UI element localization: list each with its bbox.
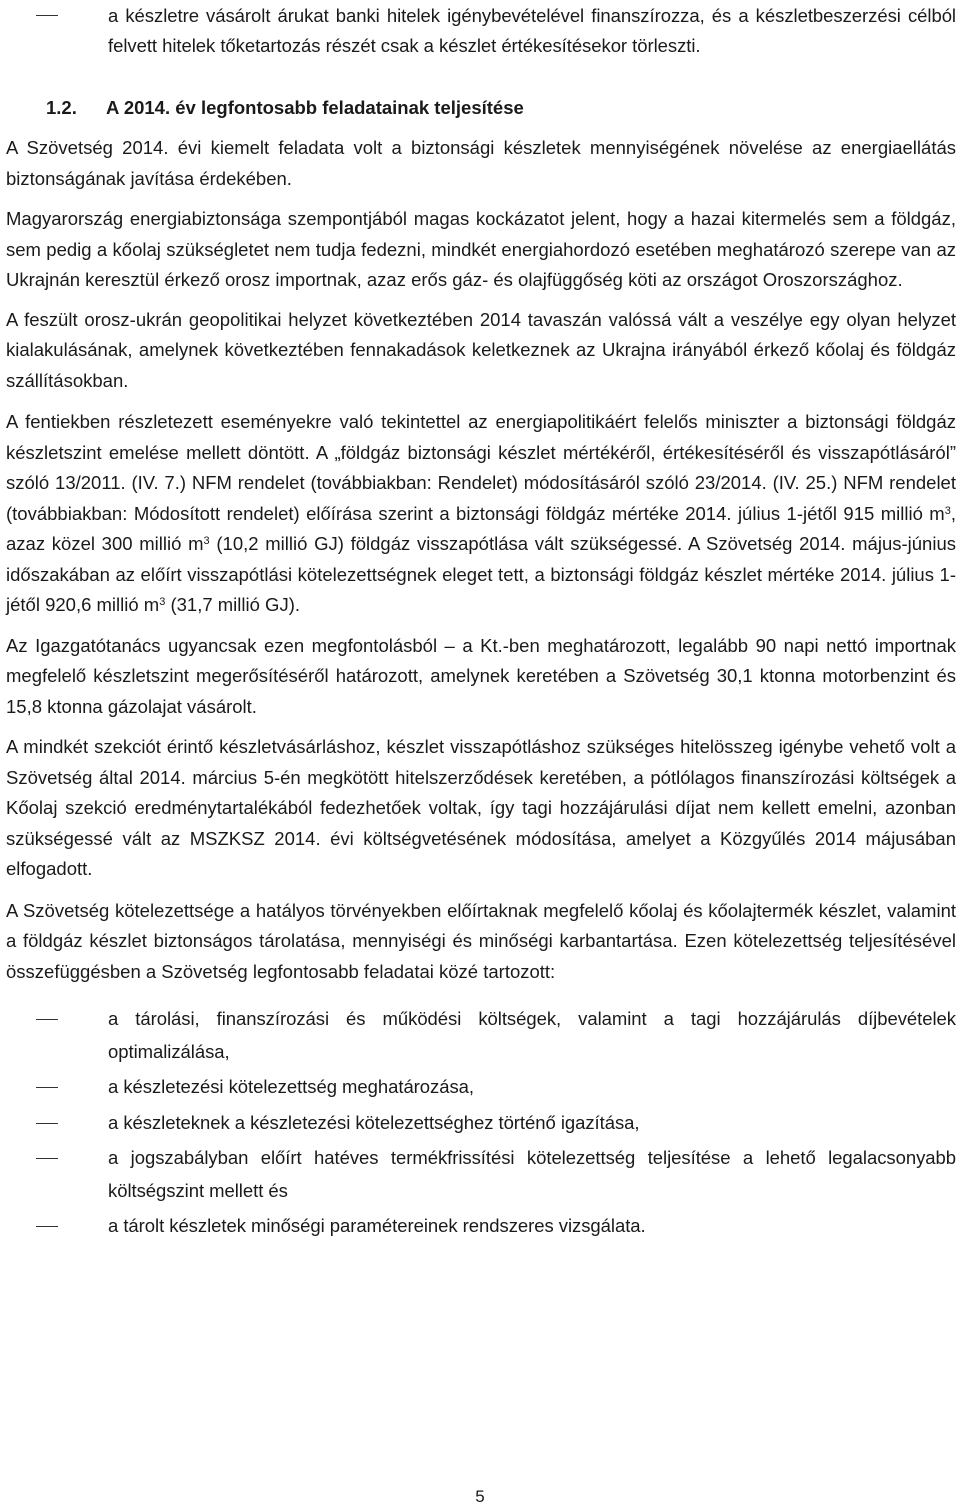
section-number: 1.2.	[46, 97, 77, 118]
bullet-text: a jogszabályban előírt hatéves termékfrissítési kötelezettség teljesítése a lehető legalacsonyabb költségszint mellett és	[108, 1147, 956, 1201]
paragraph-2: Magyarország energiabiztonsága szempontjából magas kockázatot jelent, hogy a hazai kitermelés sem a földgáz, sem pedig a kőolaj szükségletet nem tudja fedezni, mindkét energiahordozó esetében meghatározó szerepe van az Ukrajnán keresztül érkező orosz importnak, azaz erős gáz- és olajfüggőség köti az országot Oroszországhoz.	[6, 208, 956, 290]
bullet-text: a készleteknek a készletezési kötelezettséghez történő igazítása,	[108, 1111, 640, 1133]
dash-bullet-icon	[36, 1226, 58, 1227]
paragraph-4-part: , azaz közel 300 millió m	[6, 502, 956, 554]
paragraph-1: A Szövetség 2014. évi kiemelt feladata volt a biztonsági készletek mennyiségének növelése az energiaellátás biztonságának javítása érdekében.	[6, 137, 956, 189]
top-bullet-list	[6, 0, 956, 60]
paragraph-3: A feszült orosz-ukrán geopolitikai helyzet következtében 2014 tavaszán valóssá vált a veszélye egy olyan helyzet kialakulásának, amelynek következtében fennakadások keletkeznek az Ukrajna irányából érkező kőolaj és földgáz szállításokban.	[6, 308, 956, 391]
bullet-text: a készletre vásárolt árukat banki hitelek igénybevételével finanszírozza, és a készletbeszerzési célból felvett hitelek tőketartozás részét csak a készlet értékesítésekor törleszti.	[108, 5, 956, 56]
task-bullet-list	[6, 1003, 956, 1243]
bullet-item	[6, 1, 956, 60]
bullet-text: a tárolt készletek minőségi paramétereinek rendszeres vizsgálata.	[108, 1215, 646, 1236]
paragraph-4	[6, 407, 956, 621]
page-number: 5	[475, 1487, 485, 1506]
bullet-text: a tárolási, finanszírozási és működési költségek, valamint a tagi hozzájárulás díjbevételek optimalizálása,	[108, 1008, 956, 1062]
paragraph-4-part: (10,2 millió GJ) földgáz visszapótlása vált szükségessé. A Szövetség 2014. május-június időszakában az előírt visszapótlási kötelezettségnek eleget tett, a biztonsági földgáz készlet mértéke 2014. július 1-jétől 920,6 millió m	[6, 533, 956, 615]
superscript: 3	[203, 535, 210, 547]
bullet-item	[6, 1071, 956, 1104]
section-title: A 2014. év legfontosabb feladatainak teljesítése	[106, 97, 524, 118]
dash-bullet-icon	[36, 1123, 58, 1124]
superscript: 3	[159, 596, 166, 608]
paragraph-5: Az Igazgatótanács ugyancsak ezen megfontolásból – a Kt.-ben meghatározott, legalább 90 napi nettó importnak megfelelő készletszint megerősítéséről határozott, amelynek keretében a Szövetség 30,1 ktonna motorbenzint és 15,8 ktonna gázolajat vásárolt.	[6, 634, 956, 717]
dash-bullet-icon	[36, 1019, 58, 1020]
dash-bullet-icon	[36, 1158, 58, 1159]
dash-bullet-icon	[36, 15, 58, 16]
dash-bullet-icon	[36, 1087, 58, 1088]
bullet-text: a készletezési kötelezettség meghatározása,	[108, 1076, 474, 1097]
paragraph-4-part: (31,7 millió GJ).	[165, 594, 300, 615]
bullet-item	[6, 1142, 956, 1207]
paragraph-4-part: A fentiekben részletezett eseményekre való tekintettel az energiapolitikáért felelős miniszter a biztonsági földgáz készletszint emelése mellett döntött. A „földgáz biztonsági készlet mértékéről, értékesítéséről és visszapótlásáról” szóló 13/2011. (IV. 7.) NFM rendelet (továbbiakban: Rendelet) módosításáról szóló 23/2014. (IV. 25.) NFM rendelet (továbbiakban: Módosított rendelet) előírása szerint a biztonsági földgáz mértéke 2014. július 1-jétől 915 millió m	[6, 411, 956, 524]
section-heading	[6, 93, 956, 122]
document-page	[6, 0, 956, 1246]
bullet-item	[6, 1107, 956, 1140]
bullet-item	[6, 1210, 956, 1243]
bullet-item	[6, 1003, 956, 1068]
paragraph-7: A Szövetség kötelezettsége a hatályos törvényekben előírtaknak megfelelő kőolaj és kőolajtermék készlet, valamint a földgáz készlet biztonságos tárolatása, mennyiségi és minőségi karbantartása. Ezen kötelezettség teljesítésével összefüggésben a Szövetség legfontosabb feladatai közé tartozott:	[6, 899, 956, 982]
superscript: 3	[944, 504, 951, 517]
paragraph-6: A mindkét szekciót érintő készletvásárláshoz, készlet visszapótláshoz szükséges hitelösszeg igénybe vehető volt a Szövetség által 2014. március 5-én megkötött hitelszerződések keretében, a pótlólagos finanszírozási költségek a Kőolaj szekció eredménytartalékából fedezhetőek voltak, így tagi hozzájárulási díjat nem kellett emelni, azonban szükségessé vált az MSZKSZ 2014. évi költségvetésének módosítása, amelyet a Közgyűlés 2014 májusában elfogadott.	[6, 736, 956, 879]
